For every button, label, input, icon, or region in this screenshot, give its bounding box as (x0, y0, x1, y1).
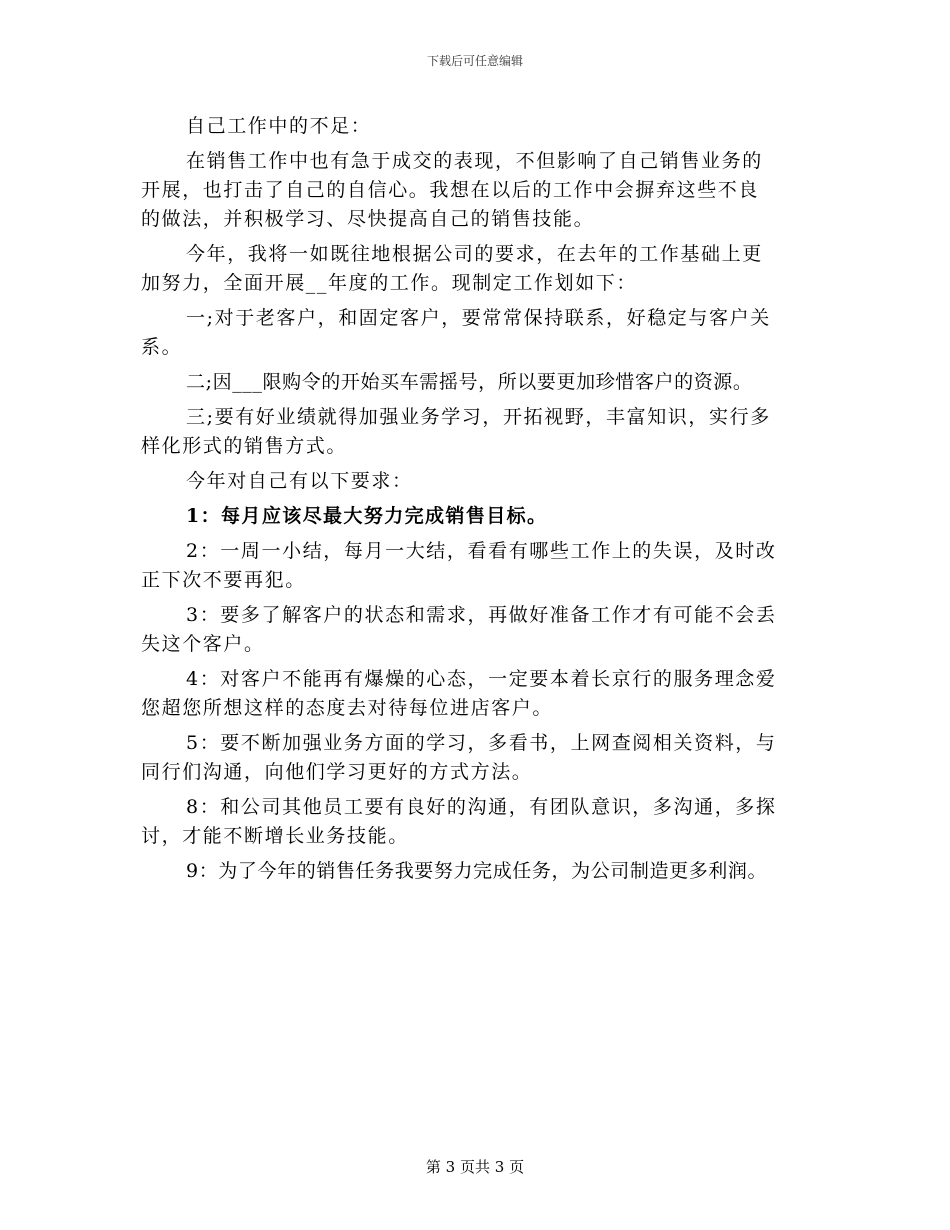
text-line: 2：一周一小结，每月一大结，看看有哪些工作上的失误，及时改 (186, 540, 777, 562)
text-line: 8：和公司其他员工要有良好的沟通，有团队意识，多沟通，多探 (186, 796, 777, 818)
paragraph-plan-item-3 (141, 403, 821, 461)
text-line: 讨，才能不断增长业务技能。 (141, 825, 409, 847)
paragraph-requirement-9 (141, 857, 821, 886)
text-line: 二;因___限购令的开始买车需摇号，所以要更加珍惜客户的资源。 (186, 371, 753, 393)
text-line: 三;要有好业绩就得加强业务学习，开拓视野，丰富知识，实行多 (186, 406, 771, 428)
document-body (141, 112, 821, 892)
text-line: 加努力，全面开展__年度的工作。现制定工作划如下： (141, 272, 638, 294)
text-line: 1：每月应该尽最大努力完成销售目标。 (186, 505, 548, 527)
text-line: 一;对于老客户，和固定客户，要常常保持联系，好稳定与客户关 (186, 307, 771, 329)
paragraph-requirement-1 (141, 502, 821, 531)
paragraph-shortcomings (141, 147, 821, 234)
text-line: 样化形式的销售方式。 (141, 435, 348, 457)
text-line: 您超您所想这样的态度去对待每位进店客户。 (141, 697, 554, 719)
text-line: 4：对客户不能再有爆燥的心态，一定要本着长京行的服务理念爱 (186, 668, 777, 690)
paragraph-requirement-2 (141, 537, 821, 595)
page-footer: 第 3 页共 3 页 (425, 1158, 525, 1176)
text-line: 系。 (141, 336, 183, 358)
paragraph-requirements-heading (141, 467, 821, 496)
text-line: 自己工作中的不足： (186, 115, 372, 137)
text-line: 在销售工作中也有急于成交的表现，不但影响了自己销售业务的 (186, 150, 763, 172)
text-line: 失这个客户。 (141, 633, 265, 655)
paragraph-requirement-8 (141, 793, 821, 851)
text-line: 5：要不断加强业务方面的学习，多看书，上网查阅相关资料，与 (186, 732, 777, 754)
text-line: 9：为了今年的销售任务我要努力完成任务，为公司制造更多利润。 (186, 860, 768, 882)
paragraph-plan-item-2 (141, 368, 821, 397)
text-line: 开展，也打击了自己的自信心。我想在以后的工作中会摒弃这些不良 (141, 179, 760, 201)
text-line: 今年，我将一如既往地根据公司的要求，在去年的工作基础上更 (186, 243, 763, 265)
paragraph-shortcomings-heading (141, 112, 821, 141)
text-line: 3：要多了解客户的状态和需求，再做好准备工作才有可能不会丢 (186, 604, 777, 626)
paragraph-plan-intro (141, 240, 821, 298)
text-line: 同行们沟通，向他们学习更好的方式方法。 (141, 761, 533, 783)
text-line: 今年对自己有以下要求： (186, 470, 413, 492)
text-line: 正下次不要再犯。 (141, 569, 306, 591)
paragraph-requirement-5 (141, 729, 821, 787)
page-header: 下载后可任意编辑 (426, 54, 523, 68)
text-line: 的做法，并积极学习、尽快提高自己的销售技能。 (141, 208, 595, 230)
paragraph-plan-item-1 (141, 304, 821, 362)
paragraph-requirement-3 (141, 601, 821, 659)
paragraph-requirement-4 (141, 665, 821, 723)
